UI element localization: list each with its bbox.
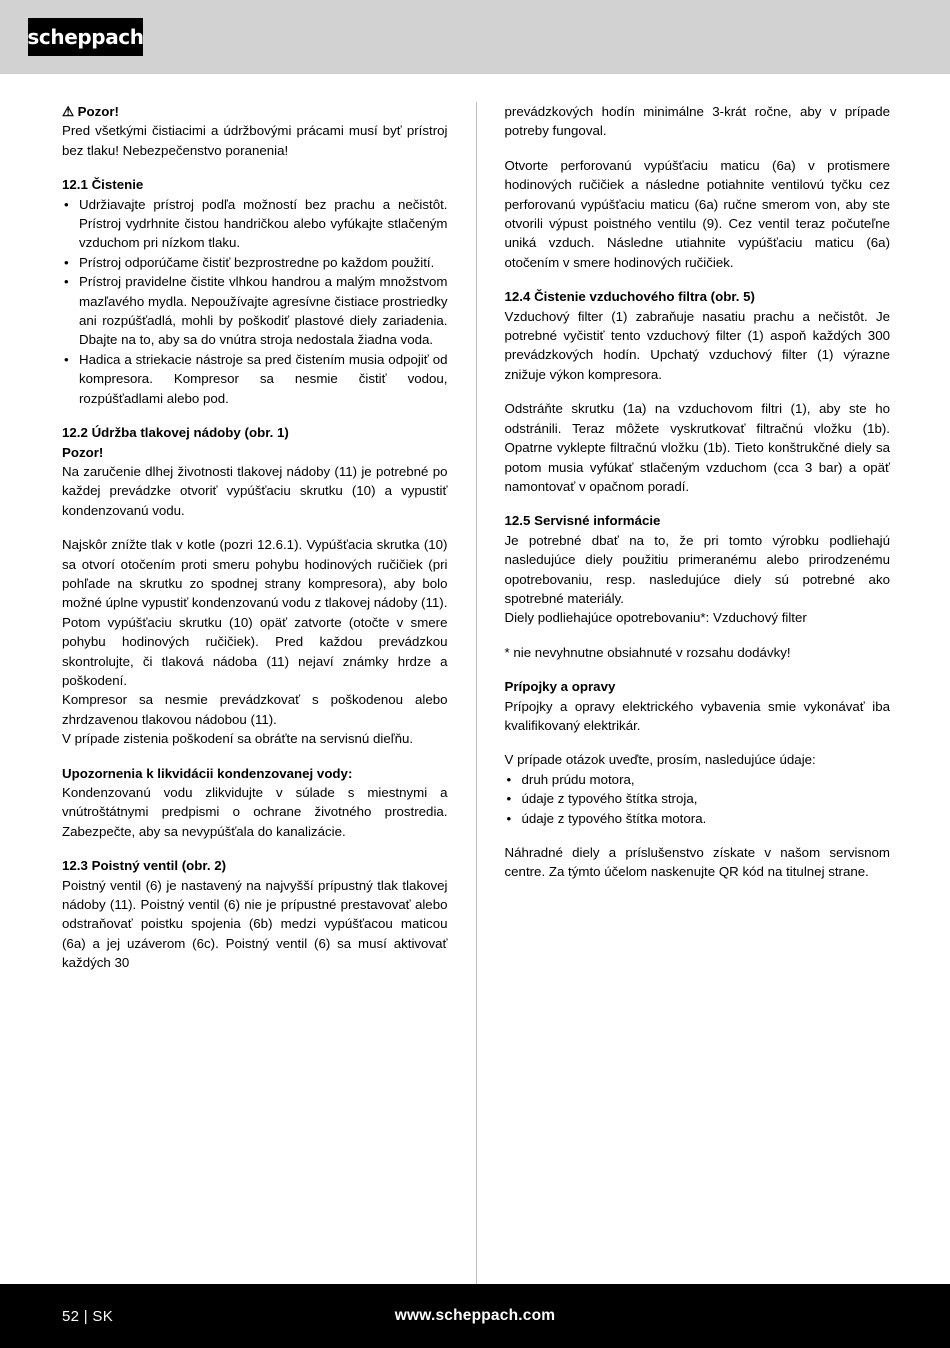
info-intro: V prípade otázok uveďte, prosím, nasledujúce údaje: [504,752,816,768]
spacer [505,141,891,156]
spacer [62,160,448,175]
spacer [505,662,891,677]
logo-text: scheppach [27,25,144,49]
spacer [505,735,891,750]
spacer [62,408,448,423]
page-number: 52 | SK [62,1307,114,1325]
footer-url[interactable]: www.scheppach.com [394,1307,556,1324]
spacer [505,384,891,399]
spare-parts-text: Náhradné diely a príslušenstvo získate v našom servisnom centre. Za týmto účelom naskenujte QR kód na titulnej strane. [504,845,890,880]
list-item: • druh prúdu motora, [505,770,891,789]
section-12-2-para-1: Na zaručenie dlhej životnosti tlakovej nádoby (11) je potrebné po každej prevádzke otvoriť vypúšťaciu skrutku (10) a vypustiť kondenzovanú vodu. [62,463,448,518]
list-item: • Hadica a striekacie nástroje sa pred čistením musia odpojiť od kompresora. Kompresor sa nesmie čistiť vodou, rozpúšťadlami alebo pod. [62,350,448,408]
connections-text: Prípojky a opravy elektrického vybavenia smie vykonávať iba kvalifikovaný elektrikár. [504,698,890,733]
section-12-2-para-4: Kompresor sa nesmie prevádzkovať s poškodenou alebo zhrdzavenou tlakovou nádobou (11). [62,692,448,727]
list-item: • Udržiavajte prístroj podľa možností bez prachu a nečistôt. Prístroj vydrhnite čistou handričkou alebo vyfúkajte stlačeným vzduchom pri nízkom tlaku. [62,195,448,253]
section-12-2-warning: Pozor! [62,444,104,460]
section-12-2-heading: 12.2 Údržba tlakovej nádoby (obr. 1) [62,425,289,441]
spacer [505,628,891,643]
spacer [62,520,448,535]
section-12-5-para-2: Diely podliehajúce opotrebovaniu*: Vzduchový filter [504,610,807,626]
warning-text: Pred všetkými čistiacimi a údržbovými prácami musí byť prístroj bez tlaku! Nebezpečenstvo poranenia! [62,123,448,158]
list-item: • Prístroj pravidelne čistite vlhkou handrou a malým množstvom mazľavého mydla. Nepoužívajte agresívne čistiace prostriedky ani rozpúšťadlá, mohli by poškodiť plastové diely zariadenia. Dbajte na to, aby sa do vnútra stroja nedostala žiadna voda. [62,272,448,350]
page-header [0,0,950,74]
right-column [477,102,891,1284]
section-12-2-para-2: Najskôr znížte tlak v kotle (pozri 12.6.1). Vypúšťacia skrutka (10) sa otvorí otočením proti smeru pohybu hodinových ručičiek (pri pohľade na skrutku zo spodnej strany kompresora), aby bolo možné úplne vypustiť kondenzovanú vodu z tlakovej nádoby (11). [62,537,448,611]
section-12-4-heading: 12.4 Čistenie vzduchového filtra (obr. 5) [504,289,755,305]
section-12-3-text: Poistný ventil (6) je nastavený na najvyšší prípustný tlak tlakovej nádoby (11). Poistný ventil (6) nie je prípustné prestavovať alebo odstraňovať poistku spojenia (6b) medzi vypúšťacou maticou (6a) a jej uzáverom (6c). Poistný ventil (6) sa musí aktivovať každých 30 [62,877,448,971]
section-12-3-heading: 12.3 Poistný ventil (obr. 2) [62,858,227,874]
continuation-text: prevádzkových hodín minimálne 3-krát ročne, aby v prípade potreby fungoval. [504,104,890,139]
section-12-5-para-1: Je potrebné dbať na to, že pri tomto výrobku podliehajú nasledujúce diely použitiu primeranému alebo prirodzenému opotrebovaniu, resp. nasledujúce diely sú potrebné ako spotrebné materiály. [504,532,890,606]
left-column [62,102,477,1284]
page-content [0,74,950,1284]
list-item: • Prístroj odporúčame čistiť bezprostredne po každom použití. [62,253,448,272]
condensate-notice-heading: Upozornenia k likvidácii kondenzovanej vody: [62,765,353,781]
safety-valve-procedure: Otvorte perforovanú vypúšťaciu maticu (6a) v protismere hodinových ručičiek a následne potiahnite ventilovú tyčku cez perforovanú vypúšťaciu maticu (6a) ručne smerom von, aby ste otvorili výpust poistného ventilu (9). Cez ventil teraz počuteľne uniká vzduch. Následne utiahnite vypúšťaciu maticu (6a) otočením v smere hodinových ručičiek. [504,157,890,270]
spacer [62,749,448,764]
section-12-1-heading: 12.1 Čistenie [62,177,144,193]
spacer [505,272,891,287]
scheppach-logo [28,18,143,56]
section-12-1-list [62,195,448,408]
section-12-5-note: * nie nevyhnutne obsiahnuté v rozsahu dodávky! [504,644,791,660]
section-12-4-para-2: Odstráňte skrutku (1a) na vzduchovom filtri (1), aby ste ho odstránili. Teraz môžete vyskrutkovať filtračnú vložku (1b). Opatrne vyklepte filtračnú vložku (1b). Tieto konštrukčné diely sa potom musia vyfúkať stlačeným vzduchom (cca 3 bar) a opäť namontovať v opačnom poradí. [504,401,890,494]
spacer [505,828,891,843]
warning-title: ⚠ Pozor! [62,104,119,119]
section-12-2-para-5: V prípade zistenia poškodení sa obráťte na servisnú dieľňu. [62,731,414,747]
page-footer [0,1284,950,1348]
list-item: • údaje z typového štítka motora. [505,809,891,828]
info-list [505,770,891,828]
connections-heading: Prípojky a opravy [504,679,616,695]
section-12-5-heading: 12.5 Servisné informácie [504,513,661,529]
spacer [505,496,891,511]
list-item: • údaje z typového štítka stroja, [505,789,891,808]
condensate-notice-text: Kondenzovanú vodu zlikvidujte v súlade s miestnymi a vnútroštátnymi predpismi o ochrane životného prostredia. Zabezpečte, aby sa nevypúšťala do kanalizácie. [62,785,448,839]
section-12-4-para-1: Vzduchový filter (1) zabraňuje nasatiu prachu a nečistôt. Je potrebné vyčistiť tento vzduchový filter (1) aspoň každých 300 prevádzkových hodín. Upchatý vzduchový filter (1) výrazne znižuje výkon kompresora. [504,308,890,382]
section-12-2-para-3: Potom vypúšťaciu skrutku (10) opäť zatvorte (otočte v smere pohybu hodinových ručičiek). Pred každou prevádzkou skontrolujte, či tlaková nádoba (11) nejaví známky hrdze a poškodení. [62,614,448,688]
spacer [62,841,448,856]
